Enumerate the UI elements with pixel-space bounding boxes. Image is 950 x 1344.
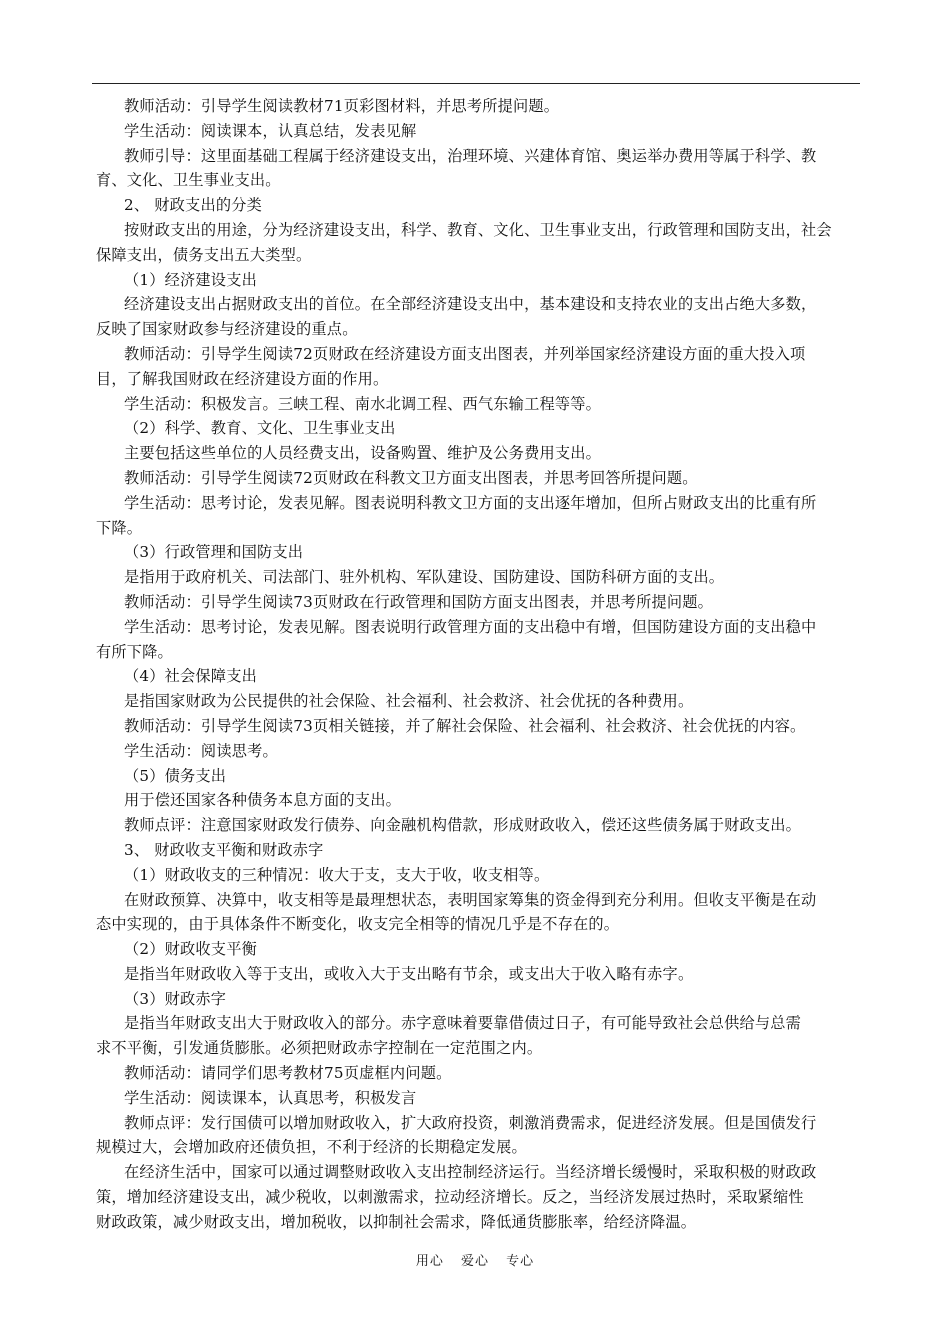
- text-line: 学生活动：阅读思考。: [124, 741, 278, 760]
- text-line: 学生活动：思考讨论，发表见解。图表说明行政管理方面的支出稳中有增，但国防建设方面的支出稳中: [124, 617, 817, 636]
- paragraph: [96, 1160, 862, 1234]
- text-line: （3）行政管理和国防支出: [124, 543, 304, 562]
- text-line: 下降。: [96, 518, 143, 537]
- paragraph: [96, 888, 862, 938]
- text-line: 主要包括这些单位的人员经费支出，设备购置、维护及公务费用支出。: [124, 444, 602, 463]
- text-line: 3、 财政收支平衡和财政赤字: [124, 840, 324, 859]
- text-line: 有所下降。: [96, 642, 173, 661]
- text-line: 是指当年财政收入等于支出，或收入大于支出略有节余，或支出大于收入略有赤字。: [124, 964, 694, 983]
- document-body: [96, 94, 862, 1235]
- paragraph: [96, 863, 862, 888]
- paragraph: [96, 565, 862, 590]
- paragraph: [96, 664, 862, 689]
- paragraph: [96, 292, 862, 342]
- paragraph: [96, 491, 862, 541]
- text-line: 规模过大，会增加政府还债负担，不利于经济的长期稳定发展。: [96, 1138, 527, 1157]
- text-line: （1）经济建设支出: [124, 270, 257, 289]
- text-line: 目，了解我国财政在经济建设方面的作用。: [96, 369, 389, 388]
- paragraph: [96, 392, 862, 417]
- paragraph: [96, 1011, 862, 1061]
- text-line: 教师活动：引导学生阅读72页财政在经济建设方面支出图表，并列举国家经济建设方面的重大投入项: [124, 344, 806, 363]
- text-line: 2、 财政支出的分类: [124, 196, 262, 215]
- text-line: （5）债务支出: [124, 766, 227, 785]
- text-line: 学生活动：阅读课本，认真总结，发表见解: [124, 121, 417, 140]
- text-line: 学生活动：思考讨论，发表见解。图表说明科教文卫方面的支出逐年增加，但所占财政支出的比重有所: [124, 493, 817, 512]
- text-line: 是指国家财政为公民提供的社会保险、社会福利、社会救济、社会优抚的各种费用。: [124, 692, 694, 711]
- text-line: 教师活动：引导学生阅读72页财政在科教文卫方面支出图表，并思考回答所提问题。: [124, 468, 698, 487]
- text-line: 财政政策，减少财政支出，增加税收，以抑制社会需求，降低通货膨胀率，给经济降温。: [96, 1212, 697, 1231]
- paragraph: [96, 1086, 862, 1111]
- paragraph: [96, 144, 862, 194]
- text-line: 反映了国家财政参与经济建设的重点。: [96, 320, 358, 339]
- text-line: 经济建设支出占据财政支出的首位。在全部经济建设支出中，基本建设和支持农业的支出占绝大多数，: [124, 295, 817, 314]
- paragraph: [96, 838, 862, 863]
- text-line: 教师活动：引导学生阅读73页相关链接，并了解社会保险、社会福利、社会救济、社会优抚的内容。: [124, 716, 806, 735]
- paragraph: [96, 119, 862, 144]
- text-line: 学生活动：积极发言。三峡工程、南水北调工程、西气东输工程等等。: [124, 394, 602, 413]
- text-line: （4）社会保障支出: [124, 667, 257, 686]
- text-line: 态中实现的，由于具体条件不断变化，收支完全相等的情况几乎是不存在的。: [96, 915, 620, 934]
- paragraph: [96, 193, 862, 218]
- paragraph: [96, 1111, 862, 1161]
- paragraph: [96, 540, 862, 565]
- text-line: 在经济生活中，国家可以通过调整财政收入支出控制经济运行。当经济增长缓慢时，采取积极的财政政: [124, 1163, 817, 1182]
- footer-word: 爱心: [460, 1254, 489, 1269]
- text-line: （1）财政收支的三种情况：收大于支，支大于收，收支相等。: [124, 865, 550, 884]
- text-line: （3）财政赤字: [124, 989, 227, 1008]
- paragraph: [96, 764, 862, 789]
- footer-word: 专心: [506, 1254, 535, 1269]
- text-line: 教师活动：引导学生阅读教材71页彩图材料，并思考所提问题。: [124, 97, 560, 115]
- paragraph: [96, 714, 862, 739]
- paragraph: [96, 962, 862, 987]
- text-line: 教师点评：注意国家财政发行债券、向金融机构借款，形成财政收入，偿还这些债务属于财政支出。: [124, 816, 802, 835]
- text-line: 学生活动：阅读课本，认真思考，积极发言: [124, 1088, 417, 1107]
- paragraph: [96, 937, 862, 962]
- paragraph: [96, 466, 862, 491]
- paragraph: [96, 1061, 862, 1086]
- paragraph: [96, 788, 862, 813]
- paragraph: [96, 268, 862, 293]
- text-line: 教师活动：请同学们思考教材75页虚框内问题。: [124, 1064, 452, 1083]
- paragraph: [96, 94, 862, 119]
- footer-word: 用心: [415, 1254, 444, 1269]
- text-line: 育、文化、卫生事业支出。: [96, 171, 281, 190]
- paragraph: [96, 416, 862, 441]
- paragraph: [96, 987, 862, 1012]
- text-line: 用于偿还国家各种债务本息方面的支出。: [124, 791, 401, 810]
- text-line: 是指当年财政支出大于财政收入的部分。赤字意味着要靠借债过日子，有可能导致社会总供给与总需: [124, 1014, 802, 1033]
- paragraph: [96, 739, 862, 764]
- text-line: 求不平衡，引发通货膨胀。必须把财政赤字控制在一定范围之内。: [96, 1039, 543, 1058]
- text-line: 保障支出，债务支出五大类型。: [96, 245, 312, 264]
- text-line: （2）科学、教育、文化、卫生事业支出: [124, 419, 396, 438]
- text-line: 教师引导：这里面基础工程属于经济建设支出，治理环境、兴建体育馆、奥运举办费用等属于科学、教: [124, 146, 817, 165]
- paragraph: [96, 342, 862, 392]
- paragraph: [96, 813, 862, 838]
- paragraph: [96, 441, 862, 466]
- paragraph: [96, 689, 862, 714]
- text-line: 教师点评：发行国债可以增加财政收入，扩大政府投资，刺激消费需求，促进经济发展。但是国债发行: [124, 1113, 817, 1132]
- header-rule: [92, 83, 860, 84]
- paragraph: [96, 615, 862, 665]
- text-line: 策，增加经济建设支出，减少税收，以刺激需求，拉动经济增长。反之，当经济发展过热时，采取紧缩性: [96, 1188, 804, 1207]
- paragraph: [96, 590, 862, 615]
- text-line: 是指用于政府机关、司法部门、驻外机构、军队建设、国防建设、国防科研方面的支出。: [124, 568, 725, 587]
- paragraph: [96, 218, 862, 268]
- page-footer: [0, 1250, 950, 1269]
- text-line: （2）财政收支平衡: [124, 940, 257, 959]
- text-line: 按财政支出的用途，分为经济建设支出，科学、教育、文化、卫生事业支出，行政管理和国防支出，社会: [124, 220, 832, 239]
- text-line: 教师活动：引导学生阅读73页财政在行政管理和国防方面支出图表，并思考所提问题。: [124, 592, 714, 611]
- text-line: 在财政预算、决算中，收支相等是最理想状态，表明国家筹集的资金得到充分利用。但收支平衡是在动: [124, 890, 817, 909]
